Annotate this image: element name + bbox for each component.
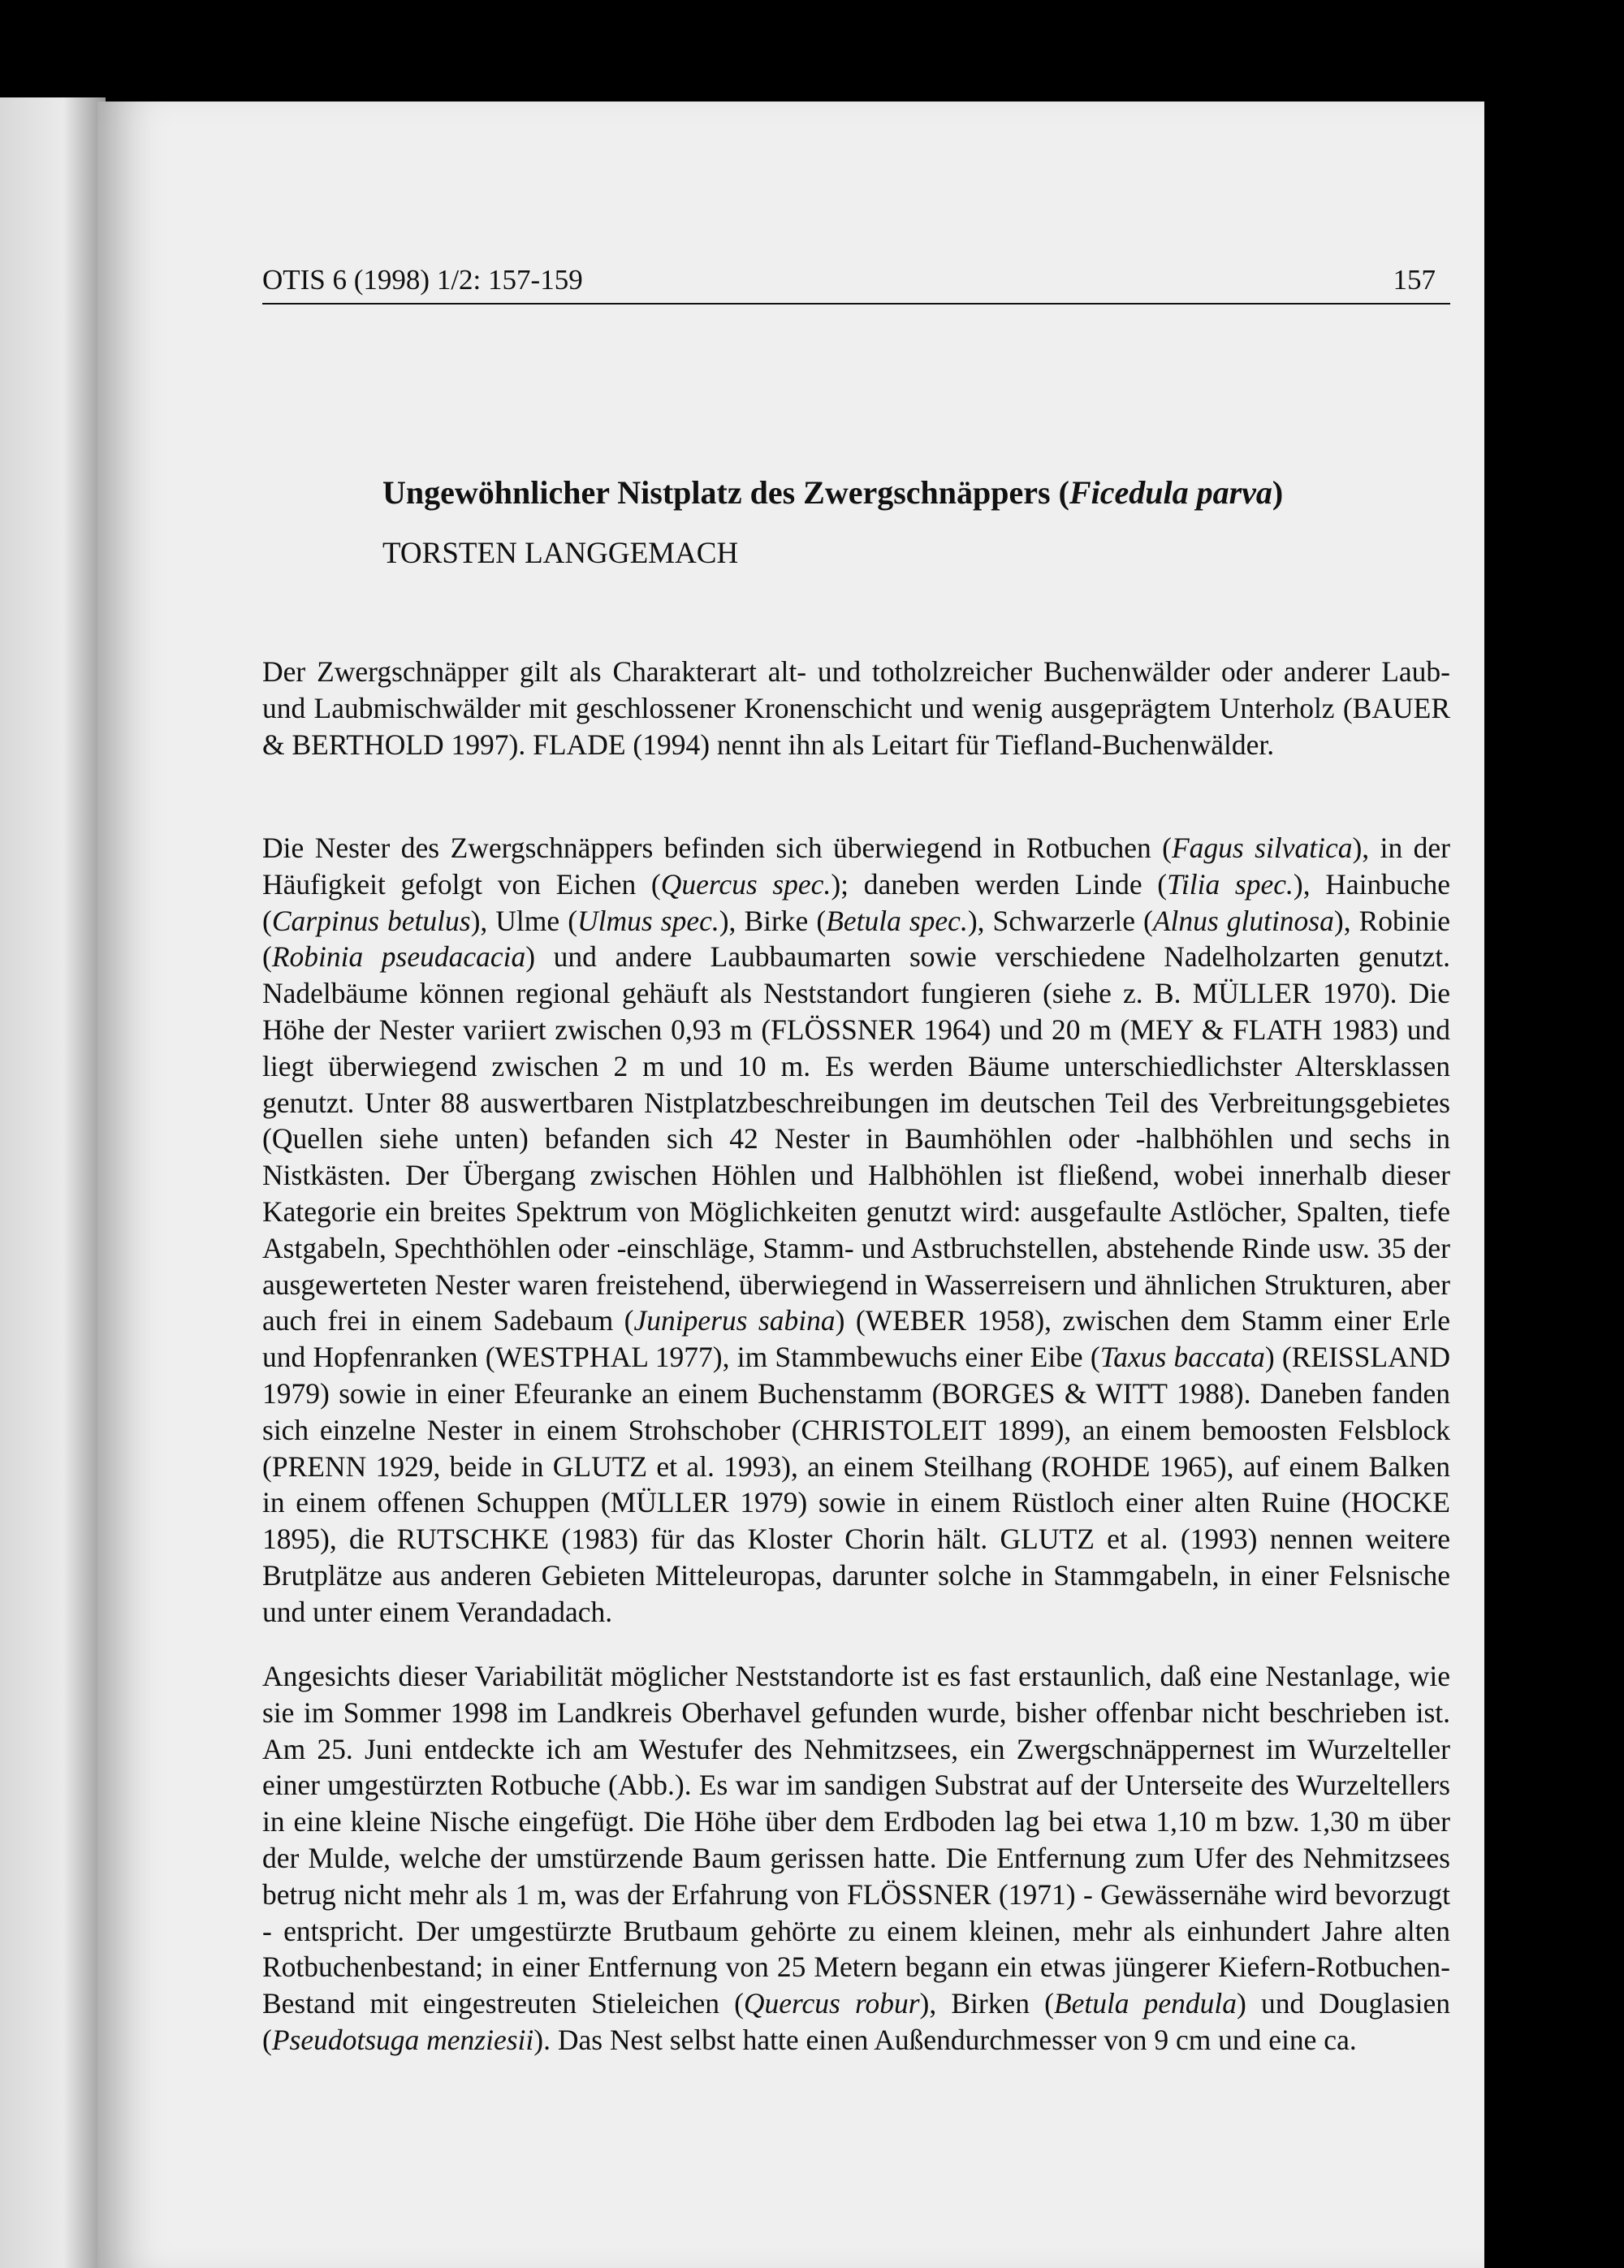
species-name: Quercus spec. — [660, 867, 831, 901]
species-name: Betula pendula — [1053, 1987, 1237, 2020]
species-name: Ulmus spec. — [577, 904, 719, 937]
journal-citation: OTIS 6 (1998) 1/2: 157-159 — [262, 264, 583, 296]
species-name: Taxus baccata — [1099, 1341, 1265, 1374]
text-run: ), Birken ( — [919, 1987, 1054, 2020]
article-author: TORSTEN LANGGEMACH — [382, 537, 739, 570]
species-name: Alnus glutinosa — [1152, 904, 1334, 937]
text-run: ), Robinie ( — [262, 904, 1451, 974]
species-name: Fagus silvatica — [1171, 832, 1353, 864]
facing-page-edge — [0, 97, 106, 2268]
text-run: Angesichts dieser Variabilität möglicher Neststandorte ist es fast erstaunlich, daß eine Nestanlage, wie sie im Sommer 1998 im Landkreis Oberhavel gefunden wurde, bisher offenbar nicht beschrieben ist. Am 25. Juni entdeckte ich am Westufer des Nehmitzsees, ein Zwergschnäppernest im Wurzelteller einer umgestürzten Rotbuche (Abb.). Es war im sandigen Substrat auf der Unterseite des Wurzeltellers in eine kleine Nische eingefügt. Die Höhe über dem Erdboden lag bei etwa 1,10 m bzw. 1,30 m über der Mulde, welche der umstürzende Baum gerissen hatte. Die Entfernung zum Ufer des Nehmitzsees betrug nicht mehr als 1 m, was der Erfahrung von FLÖSSNER (1971) - Gewässernähe wird bevorzugt - entspricht. Der umgestürzte Brutbaum gehörte zu einem kleinen, mehr als einhundert Jahre alten Rotbuchenbestand; in einer Entfernung von 25 Metern begann ein etwas jüngerer Kiefern-Rotbuchen-Bestand mit eingestreuten Stieleichen ( — [262, 1660, 1450, 2020]
page-number: 157 — [1393, 264, 1436, 296]
text-run: ) (REISSLAND 1979) sowie in einer Efeuranke an einem Buchenstamm (BORGES & WITT 1988). Daneben fanden sich einzelne Nester in einem Strohschober (CHRISTOLEIT 1899), an einem bemoosten Felsblock (PRENN 1929, beide in GLUTZ et al. 1993), an einem Steilhang (ROHDE 1965), auf einem Balken in einem offenen Schuppen (MÜLLER 1979) sowie in einem Rüstloch einer alten Ruine (HOCKE 1895), die RUTSCHKE (1983) für das Kloster Chorin hält. GLUTZ et al. (1993) nennen weitere Brutplätze aus anderen Gebieten Mitteleuropas, darunter solche in Stammgabeln, in einer Felsnische und unter einem Verandadach. — [262, 1341, 1450, 1628]
text-run: ), Schwarzerle ( — [967, 904, 1153, 937]
text-run: ), Hainbuche ( — [262, 867, 1451, 937]
journal-page — [97, 102, 1484, 2268]
paragraph-finding — [262, 1658, 1450, 2058]
article-title — [382, 473, 1283, 512]
text-run: ) (WEBER 1958), zwischen dem Stamm einer Erle und Hopfenranken (WESTPHAL 1977), im Stammbewuchs einer Eibe ( — [262, 1304, 1451, 1374]
paragraph-nest-sites — [262, 830, 1450, 1631]
paragraph-intro: Der Zwergschnäpper gilt als Charakterart alt- und totholzreicher Buchenwälder oder anderer Laub- und Laubmischwälder mit geschlossener Kronenschicht und wenig ausgeprägtem Unterholz (BAUER & BERTHOLD 1997). FLADE (1994) nennt ihn als Leitart für Tiefland-Buchenwälder. — [262, 655, 1450, 761]
species-name: Tilia spec. — [1167, 867, 1294, 901]
text-run: ) und Douglasien ( — [262, 1987, 1450, 2056]
text-run: ), Ulme ( — [470, 904, 578, 937]
species-name: Robinia pseudacacia — [271, 940, 526, 974]
text-run: ), in der Häufigkeit gefolgt von Eichen ( — [262, 832, 1450, 901]
running-header — [262, 264, 1450, 305]
text-run: ). Das Nest selbst hatte einen Außendurchmesser von 9 cm und eine ca. — [533, 2023, 1357, 2056]
title-close: ) — [1272, 474, 1284, 511]
text-run: ); daneben werden Linde ( — [831, 867, 1168, 901]
text-run: ), Birke ( — [719, 904, 827, 937]
title-text: Ungewöhnlicher Nistplatz des Zwergschnäppers ( — [382, 474, 1069, 511]
species-name: Pseudotsuga menziesii — [271, 2023, 534, 2056]
species-name: Quercus robur — [743, 1987, 920, 2020]
species-name: Betula spec. — [826, 904, 968, 937]
text-run: ) und andere Laubbaumarten sowie verschiedene Nadelholzarten genutzt. Nadelbäume können regional gehäuft als Neststandort fungieren (siehe z. B. MÜLLER 1970). Die Höhe der Nester variiert zwischen 0,93 m (FLÖSSNER 1964) und 20 m (MEY & FLATH 1983) und liegt überwiegend zwischen 2 m und 10 m. Es werden Bäume unterschiedlichster Altersklassen genutzt. Unter 88 auswertbaren Nistplatzbeschreibungen im deutschen Teil des Verbreitungsgebietes (Quellen siehe unten) befanden sich 42 Nester in Baumhöhlen oder -halbhöhlen und sechs in Nistkästen. Der Übergang zwischen Höhlen und Halbhöhlen ist fließend, wobei innerhalb dieser Kategorie ein breites Spektrum von Möglichkeiten genutzt wird: ausgefaulte Astlöcher, Spalten, tiefe Astgabeln, Spechthöhlen oder -einschläge, Stamm- und Astbruchstellen, abstehende Rinde usw. 35 der ausgewerteten Nester waren freistehend, überwiegend in Wasserreisern und ähnlichen Strukturen, aber auch frei in einem Sadebaum ( — [262, 940, 1450, 1337]
species-name: Juniperus sabina — [633, 1304, 836, 1337]
title-species: Ficedula parva — [1069, 474, 1272, 511]
text-run: Die Nester des Zwergschnäppers befinden sich überwiegend in Rotbuchen ( — [262, 832, 1172, 864]
species-name: Carpinus betulus — [271, 904, 471, 937]
